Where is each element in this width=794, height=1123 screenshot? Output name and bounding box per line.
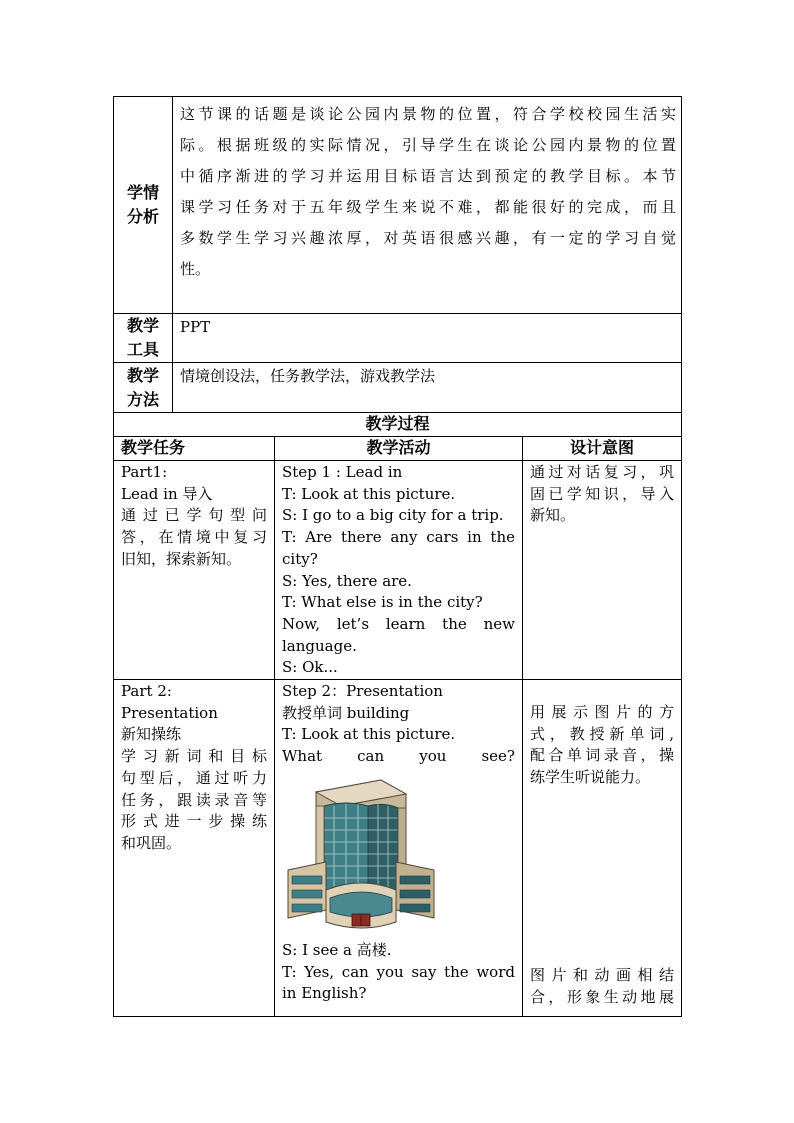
column-header-activity: 教学活动 [275,437,523,461]
activity-line: Now, let’s learn the new [282,614,515,633]
intent-line: 配合单词录音，操 [530,746,674,765]
task-line: 形式进一步操练 [121,812,267,831]
analysis-line: 中循序渐进的学习并运用目标语言达到预定的教学目标。本节 [180,167,676,185]
question-line [282,746,515,768]
activity-line: S: Yes, there are. [282,571,412,590]
activity-line: S: Ok... [282,658,338,677]
part2-intent [523,680,682,1017]
activity-line: language. [282,636,357,655]
task-line: 学习新词和目标 [121,747,267,766]
building-icon [286,772,436,934]
activity-line: 教授单词 building [282,703,410,722]
row-header-methods [114,363,173,413]
profile-table [113,96,682,413]
intent-line: 合，形象生动地展 [530,987,674,1006]
task-line: 新知操练 [121,725,182,744]
row-header-analysis [114,97,173,314]
question-word: see? [481,747,515,766]
methods-text: 情境创设法，任务教学法，游戏教学法 [173,363,682,413]
task-line: 通过已学句型问 [121,506,267,525]
row-header-tools [114,314,173,363]
intent-spacer [530,789,674,965]
analysis-line: 这节课的话题是谈论公园内景物的位置，符合学校校园生活实 [180,105,676,123]
activity-line: T: Look at this picture. [282,484,456,503]
question-word: you [419,747,447,766]
activity-line: T: What else is in the city? [282,593,483,612]
task-line: Part 2: [121,682,172,701]
activity-line: in English? [282,984,367,1003]
part1-activity [275,461,523,680]
task-line: 句型后，通过听力 [121,768,267,787]
intent-line: 新知。 [530,506,576,525]
intent-line: 固已学知识，导入 [530,484,674,503]
header-line: 教学 [126,316,159,335]
part1-task [114,461,275,680]
tools-text: PPT [173,314,682,363]
header-line: 工具 [126,340,159,359]
activity-line: S: I go to a big city for a trip. [282,506,504,525]
process-table [113,412,682,1017]
analysis-text [173,97,682,314]
task-line: Part1: [121,463,168,481]
intent-line: 图片和动画相结 [530,965,674,984]
analysis-line: 际。根据班级的实际情况，引导学生在谈论公园内景物的位置 [180,136,676,154]
task-line: Presentation [121,703,218,722]
analysis-line: 多数学生学习兴趣浓厚，对英语很感兴趣，有一定的学习自觉 [180,229,676,247]
question-word: can [357,747,385,766]
activity-line: T: Look at this picture. [282,725,456,744]
part2-task [114,680,275,1017]
intent-line: 式，教授新单词, [530,724,674,743]
header-line: 方法 [126,389,159,409]
process-title: 教学过程 [114,413,682,437]
task-line: Lead in 导入 [121,484,213,503]
analysis-line: 性。 [180,260,211,278]
activity-line: Step 1 : Lead in [282,463,403,481]
header-line: 学情 [126,183,159,202]
header-line: 分析 [126,207,159,226]
intent-line: 练学生听说能力。 [530,768,651,787]
analysis-line: 课学习任务对于五年级学生来说不难，都能很好的完成，而且 [180,198,676,216]
intent-line: 通过对话复习，巩 [530,463,674,481]
task-line: 和巩固。 [121,833,182,852]
activity-line: Step 2：Presentation [282,682,443,701]
intent-line: 用展示图片的方 [530,703,674,722]
part1-intent [523,461,682,680]
column-header-intent: 设计意图 [523,437,682,461]
task-line: 任务，跟读录音等 [121,790,267,809]
header-line: 教学 [126,365,159,385]
task-line: 答，在情境中复习 [121,528,267,547]
activity-line: city? [282,549,318,568]
office-building-illustration [286,772,515,940]
activity-line: T: Yes, can you say the word [282,962,515,981]
column-header-task: 教学任务 [114,437,275,461]
part2-activity [275,680,523,1017]
activity-line: S: I see a 高楼. [282,940,392,959]
activity-line: T: Are there any cars in the [282,528,515,547]
question-word: What [282,747,323,766]
task-line: 旧知，探索新知。 [121,549,242,568]
